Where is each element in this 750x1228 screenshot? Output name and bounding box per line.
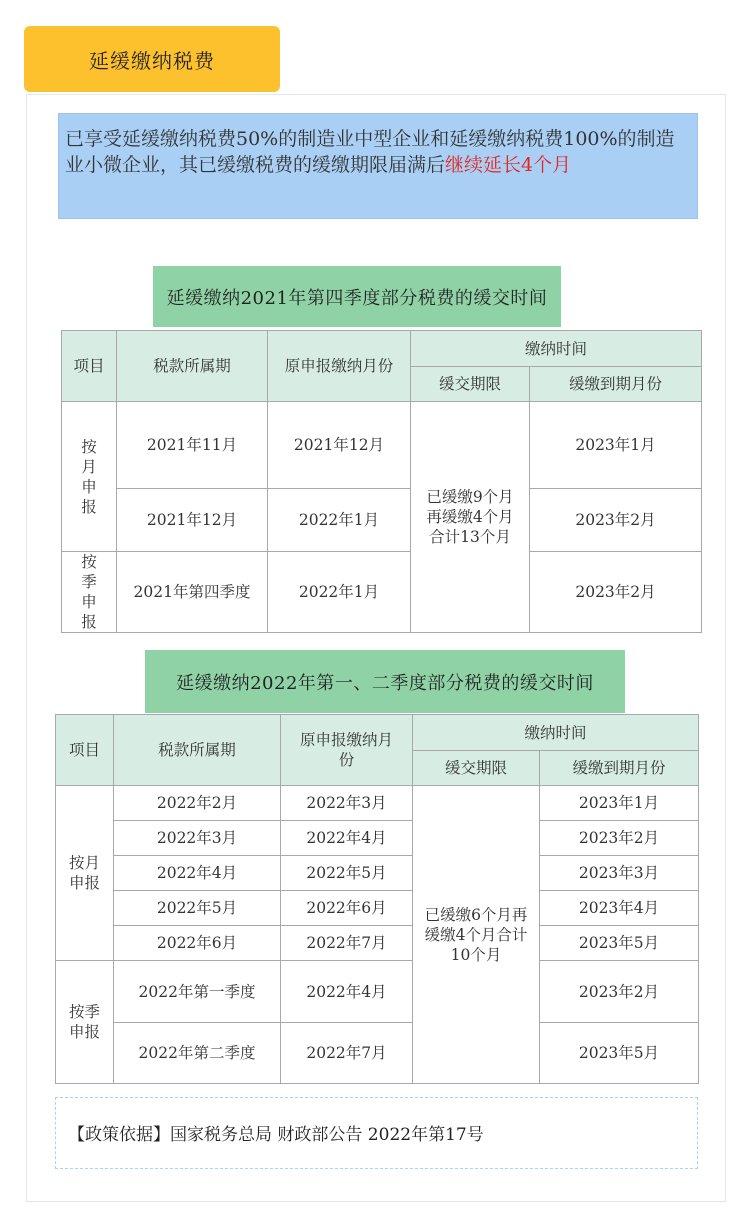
cell-original: 2022年3月	[281, 786, 413, 821]
cell-original: 2021年12月	[268, 402, 411, 489]
cell-due: 2023年1月	[530, 402, 702, 489]
table-row	[62, 489, 702, 552]
header-due-month: 缓缴到期月份	[540, 751, 699, 786]
group-monthly: 按月申报	[56, 786, 114, 961]
section1-title-text: 延缓缴纳2021年第四季度部分税费的缓交时间	[166, 287, 548, 309]
cell-original: 2022年7月	[281, 1023, 413, 1084]
cell-deferral: 已缓缴6个月再缓缴4个月合计10个月	[413, 786, 540, 1084]
cell-deferral: 已缓缴9个月再缓缴4个月合计13个月	[411, 402, 530, 633]
table-row	[56, 821, 699, 856]
cell-period: 2022年3月	[114, 821, 281, 856]
cell-due: 2023年2月	[530, 489, 702, 552]
cell-due: 2023年5月	[540, 926, 699, 961]
notice-highlight: 继续延长4个月	[445, 154, 572, 176]
table-row	[56, 926, 699, 961]
table-row	[56, 961, 699, 1023]
section2-title-text: 延缓缴纳2022年第一、二季度部分税费的缓交时间	[176, 672, 594, 694]
header-original: 原申报缴纳月份	[268, 331, 411, 402]
cell-original: 2022年1月	[268, 489, 411, 552]
group-monthly: 按月申报	[62, 402, 117, 552]
section2-title	[145, 650, 625, 713]
header-period: 税款所属期	[114, 715, 281, 786]
table-row	[56, 786, 699, 821]
section1-title	[153, 266, 561, 327]
cell-period: 2021年11月	[117, 402, 268, 489]
cell-original: 2022年4月	[281, 961, 413, 1023]
cell-due: 2023年2月	[540, 821, 699, 856]
cell-original: 2022年7月	[281, 926, 413, 961]
cell-original: 2022年1月	[268, 552, 411, 633]
cell-original: 2022年4月	[281, 821, 413, 856]
cell-due: 2023年5月	[540, 1023, 699, 1084]
header-deferral: 缓交期限	[411, 367, 530, 402]
cell-period: 2021年12月	[117, 489, 268, 552]
group-quarterly: 按季申报	[62, 552, 117, 633]
header-item: 项目	[56, 715, 114, 786]
cell-original: 2022年6月	[281, 891, 413, 926]
section-tag-label: 延缓缴纳税费	[89, 48, 215, 73]
header-payment-time: 缴纳时间	[413, 715, 699, 751]
cell-due: 2023年2月	[530, 552, 702, 633]
cell-period: 2022年第一季度	[114, 961, 281, 1023]
cell-period: 2022年第二季度	[114, 1023, 281, 1084]
notice-box	[58, 113, 698, 219]
header-payment-time: 缴纳时间	[411, 331, 702, 367]
header-item: 项目	[62, 331, 117, 402]
cell-period: 2022年6月	[114, 926, 281, 961]
table-row	[62, 402, 702, 489]
section1-table	[61, 330, 702, 633]
table-row	[56, 891, 699, 926]
table-row	[56, 1023, 699, 1084]
cell-due: 2023年3月	[540, 856, 699, 891]
policy-basis-text: 【政策依据】国家税务总局 财政部公告 2022年第17号	[68, 1125, 484, 1145]
cell-period: 2022年2月	[114, 786, 281, 821]
section-tag	[24, 26, 280, 92]
cell-due: 2023年1月	[540, 786, 699, 821]
cell-due: 2023年2月	[540, 961, 699, 1023]
section2-table	[55, 714, 699, 1084]
cell-period: 2021年第四季度	[117, 552, 268, 633]
header-due-month: 缓缴到期月份	[530, 367, 702, 402]
header-period: 税款所属期	[117, 331, 268, 402]
table-row	[56, 856, 699, 891]
cell-original: 2022年5月	[281, 856, 413, 891]
notice-text: 已享受延缓缴纳税费50%的制造业中型企业和延缓缴纳税费100%的制造业小微企业，其已缓缴税费的缓缴期限届满后	[65, 128, 675, 176]
group-quarterly: 按季申报	[56, 961, 114, 1084]
header-original: 原申报缴纳月份	[281, 715, 413, 786]
policy-basis-box	[55, 1097, 698, 1169]
cell-due: 2023年4月	[540, 891, 699, 926]
cell-period: 2022年4月	[114, 856, 281, 891]
table-header-row	[56, 715, 699, 751]
table-header-row	[62, 331, 702, 367]
table-row	[62, 552, 702, 633]
cell-period: 2022年5月	[114, 891, 281, 926]
header-deferral: 缓交期限	[413, 751, 540, 786]
